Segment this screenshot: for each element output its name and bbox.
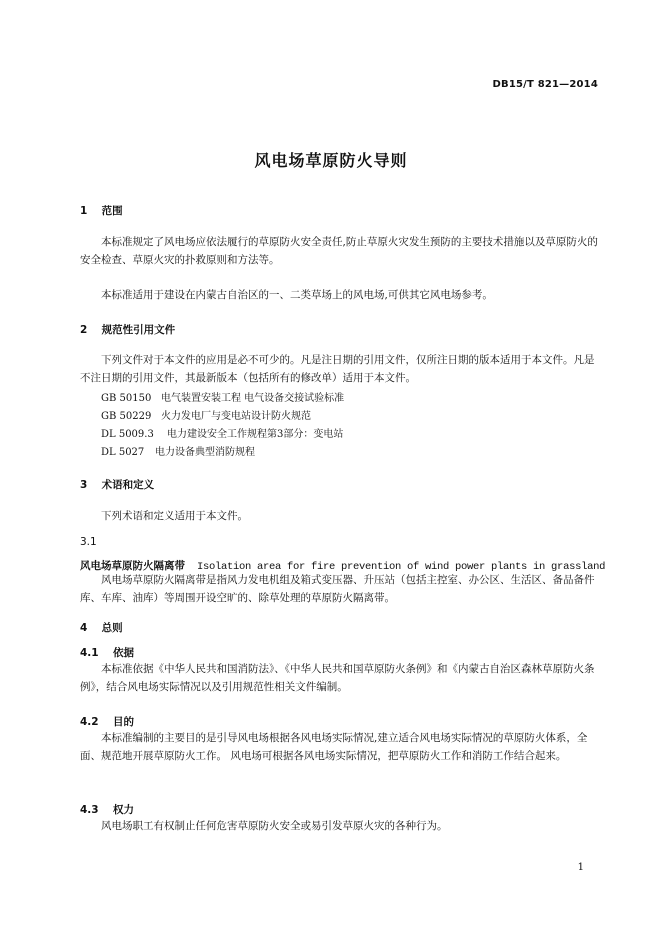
- reference-code: GB 50150: [101, 393, 152, 404]
- section-number: 4: [80, 622, 88, 634]
- reference-item: [101, 389, 344, 404]
- paragraph: 本标准规定了风电场应依法履行的草原防火安全责任,防止草原火灾发生预防的主要技术措施以及草原防火的安全检查、草原火灾的扑救原则和方法等。: [80, 236, 598, 266]
- paragraph: 本标准适用于建设在内蒙古自治区的一、二类草场上的风电场,可供其它风电场参考。: [101, 289, 493, 301]
- reference-item: [101, 425, 343, 440]
- subsection-title: 目的: [113, 716, 134, 728]
- reference-code: DL 5027: [101, 447, 145, 458]
- paragraph: 下列术语和定义适用于本文件。: [101, 510, 248, 522]
- reference-title: 电力建设安全工作规程第3部分：变电站: [167, 429, 344, 440]
- reference-item: [101, 407, 311, 422]
- term-chinese: 风电场草原防火隔离带: [80, 560, 185, 572]
- section-title: 总则: [101, 622, 123, 634]
- subsection-title: 权力: [113, 804, 134, 816]
- reference-item: [101, 443, 255, 458]
- subsection-number: 4.3: [80, 804, 99, 816]
- section-title: 术语和定义: [101, 479, 155, 491]
- term-english: Isolation area for fire prevention of wind power plants in grassland: [197, 561, 606, 573]
- section-4-heading: [80, 620, 123, 635]
- subsection-4-2-heading: [80, 714, 134, 729]
- section-number: 1: [80, 205, 88, 217]
- paragraph: 风电场职工有权制止任何危害草原防火安全或易引发草原火灾的各种行为。: [101, 820, 448, 832]
- subsection-4-3-heading: [80, 802, 134, 817]
- paragraph: 下列文件对于本文件的应用是必不可少的。凡是注日期的引用文件，仅所注日期的版本适用于本文件。凡是不注日期的引用文件，其最新版本（包括所有的修改单）适用于本文件。: [80, 354, 595, 384]
- section-3-heading: [80, 477, 154, 492]
- section-number: 3: [80, 479, 88, 491]
- subsection-title: 依据: [113, 647, 134, 659]
- reference-title: 电气装置安装工程 电气设备交接试验标准: [161, 393, 345, 404]
- section-2-heading: [80, 322, 175, 337]
- page-number: 1: [577, 862, 584, 873]
- term-definition: 风电场草原防火隔离带是指风力发电机组及箱式变压器、升压站（包括主控室、办公区、生活区、备品备件库、车库、油库）等周围开设空旷的、除草处理的草原防火隔离带。: [80, 574, 595, 604]
- section-title: 规范性引用文件: [101, 324, 176, 336]
- reference-code: DL 5009.3: [101, 429, 154, 440]
- subsection-4-1-heading: [80, 645, 134, 660]
- subsection-number: 4.1: [80, 647, 99, 659]
- section-title: 范围: [101, 205, 123, 217]
- document-title: 风电场草原防火导则: [254, 151, 408, 170]
- standard-code: DB15/T 821—2014: [492, 79, 598, 90]
- section-1-heading: [80, 203, 123, 218]
- reference-code: GB 50229: [101, 411, 152, 422]
- reference-title: 火力发电厂与变电站设计防火规范: [161, 411, 311, 422]
- term-number: 3.1: [80, 536, 97, 548]
- subsection-number: 4.2: [80, 716, 99, 728]
- paragraph: 本标准依据《中华人民共和国消防法》、《中华人民共和国草原防火条例》和《内蒙古自治区森林草原防火条例》，结合风电场实际情况以及引用规范性相关文件编制。: [80, 663, 595, 693]
- section-number: 2: [80, 324, 88, 336]
- reference-title: 电力设备典型消防规程: [155, 447, 255, 458]
- paragraph: 本标准编制的主要目的是引导风电场根据各风电场实际情况,建立适合风电场实际情况的草原防火体系，全面、规范地开展草原防火工作。 风电场可根据各风电场实际情况，把草原防火工作和消防工作结合起来。: [80, 732, 588, 762]
